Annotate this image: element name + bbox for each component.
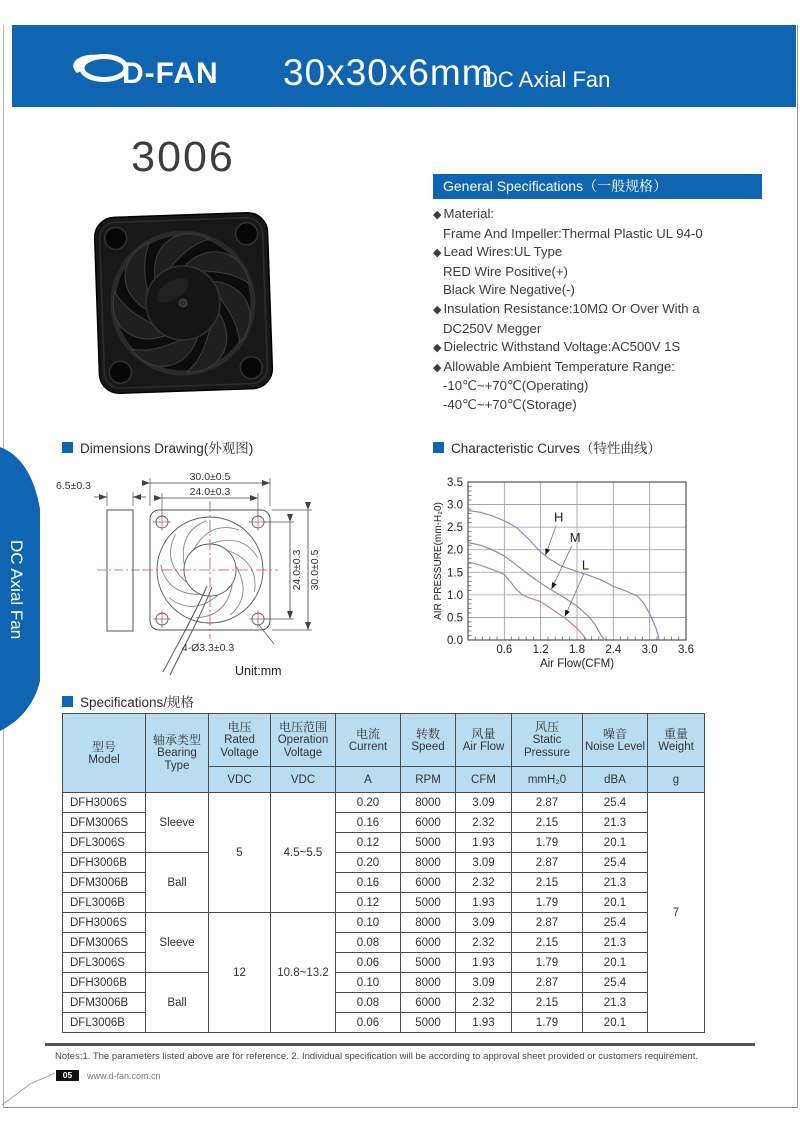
cell-pressure: 2.87 [512,793,583,813]
cell-noise: 21.3 [583,873,648,893]
cell-current: 0.06 [336,953,401,973]
svg-text:2.5: 2.5 [447,522,463,535]
cell-airflow: 2.32 [456,873,512,893]
cell-speed: 5000 [401,1013,456,1033]
svg-text:30.0±0.5: 30.0±0.5 [189,471,231,483]
column-header: 重量 Weight [648,714,705,767]
cell-pressure: 2.87 [512,913,583,933]
cell-speed: 8000 [401,793,456,813]
section-title-specifications: Specifications/规格 [62,691,194,711]
cell-speed: 5000 [401,833,456,853]
cell-current: 0.08 [336,933,401,953]
cell-model: DFM3006S [63,813,146,833]
cell-voltage: 12 [209,913,271,1033]
cell-pressure: 2.15 [512,813,583,833]
cell-noise: 20.1 [583,953,648,973]
cell-pressure: 1.79 [512,833,583,853]
cell-speed: 8000 [401,913,456,933]
cell-speed: 6000 [401,993,456,1013]
blue-square-bullet-icon [433,442,444,453]
cell-voltage-range: 10.8~13.2 [271,913,336,1033]
website-url[interactable]: www.d-fan.com.cn [87,1071,161,1081]
curve-H [468,510,659,640]
spec-line: Black Wire Negative(-) [443,282,575,298]
cell-noise: 21.3 [583,993,648,1013]
sidebar-tab-label: DC Axial Fan [7,540,26,640]
cell-model: DFM3006B [63,873,146,893]
specifications-table [62,713,705,1033]
dimensions-drawing [50,470,380,685]
spec-line: ◆ Lead Wires:UL Type [433,244,563,260]
cell-model: DFM3006S [63,933,146,953]
cell-current: 0.16 [336,813,401,833]
column-header: 电流 Current [336,714,401,767]
cell-speed: 6000 [401,933,456,953]
spec-line: RED Wire Positive(+) [443,263,568,279]
column-header: 噪音 Noise Level [583,714,648,767]
cell-current: 0.06 [336,1013,401,1033]
cell-pressure: 2.15 [512,873,583,893]
cell-bearing: Ball [146,853,209,913]
cell-voltage-range: 4.5~5.5 [271,793,336,913]
column-header: 风压 Static Pressure [512,714,583,767]
cell-airflow: 2.32 [456,813,512,833]
cell-model: DFL3006S [63,833,146,853]
cell-speed: 5000 [401,893,456,913]
svg-text:0.0: 0.0 [447,635,463,647]
cell-noise: 25.4 [583,793,648,813]
unit-header: dBA [583,767,648,793]
table-row [63,973,705,993]
unit-header: mmH₂0 [512,767,583,793]
footer-corner-line [0,1065,60,1110]
spec-line: ◆ Allowable Ambient Temperature Range: [433,358,675,374]
column-header: 轴承类型 Bearing Type [146,714,209,793]
cell-pressure: 1.79 [512,953,583,973]
blue-square-bullet-icon [62,696,73,707]
svg-text:3.0: 3.0 [641,644,658,656]
cell-pressure: 1.79 [512,893,583,913]
diamond-bullet-icon: ◆ [433,247,442,260]
cell-noise: 20.1 [583,893,648,913]
cell-current: 0.10 [336,913,401,933]
cell-weight: 7 [648,793,705,1033]
cell-current: 0.12 [336,833,401,853]
cell-speed: 5000 [401,953,456,973]
cell-model: DFM3006B [63,993,146,1013]
unit-header: VDC [209,767,271,793]
cell-current: 0.08 [336,993,401,1013]
section-title-curves: Characteristic Curves（特性曲线） [433,437,661,457]
diamond-bullet-icon: ◆ [433,342,442,355]
cell-pressure: 2.87 [512,853,583,873]
column-header: 型号 Model [63,714,146,793]
diamond-bullet-icon: ◆ [433,361,442,374]
svg-text:30.0±0.5: 30.0±0.5 [309,549,321,591]
curve-label-M: M [569,530,581,546]
svg-text:1.5: 1.5 [447,567,463,580]
sidebar-tab [0,443,42,735]
cell-airflow: 1.93 [456,953,512,973]
svg-text:1.0: 1.0 [447,589,463,602]
cell-airflow: 2.32 [456,933,512,953]
cell-current: 0.12 [336,893,401,913]
svg-text:3.5: 3.5 [447,477,463,489]
cell-pressure: 2.15 [512,993,583,1013]
diamond-bullet-icon: ◆ [433,209,442,221]
unit-header: VDC [271,767,336,793]
cell-current: 0.10 [336,973,401,993]
notes-text: Notes:1. The parameters listed above are for reference. 2. Individual specification will be according to approval sheet provided or customers requirement. [55,1051,698,1062]
cell-model: DFH3006B [63,853,146,873]
cell-model: DFH3006S [63,793,146,813]
unit-header: A [336,767,401,793]
cell-noise: 20.1 [583,833,648,853]
cell-speed: 6000 [401,873,456,893]
cell-current: 0.20 [336,793,401,813]
cell-noise: 25.4 [583,913,648,933]
spec-line: ◆ Dielectric Withstand Voltage:AC500V 1S [433,339,681,355]
cell-airflow: 1.93 [456,1013,512,1033]
curve-label-H: H [553,509,564,525]
svg-text:0.6: 0.6 [496,644,513,656]
diamond-bullet-icon: ◆ [433,303,442,316]
general-specs-list [433,205,783,415]
dfan-logo-icon [68,51,128,87]
cell-noise: 25.4 [583,853,648,873]
cell-airflow: 1.93 [456,833,512,853]
svg-text:4-Ø3.3±0.3: 4-Ø3.3±0.3 [181,642,235,654]
cell-airflow: 3.09 [456,853,512,873]
brand-logo-text: D-FAN [122,57,219,90]
cell-airflow: 3.09 [456,793,512,813]
spec-line: Frame And Impeller:Thermal Plastic UL 94-0 [443,225,703,241]
cell-speed: 8000 [401,973,456,993]
column-header: 电压 Rated Voltage [209,714,271,767]
cell-airflow: 3.09 [456,973,512,993]
table-row [63,853,705,873]
unit-header: CFM [456,767,512,793]
column-header: 风量 Air Flow [456,714,512,767]
cell-model: DFH3006S [63,913,146,933]
cell-model: DFL3006S [63,953,146,973]
cell-noise: 25.4 [583,973,648,993]
cell-pressure: 1.79 [512,1013,583,1033]
svg-text:1.2: 1.2 [532,644,549,656]
section-title-dimensions: Dimensions Drawing(外观图) [62,437,253,457]
cell-model: DFL3006B [63,1013,146,1033]
unit-header: g [648,767,705,793]
characteristic-curves-chart [432,468,762,670]
cell-airflow: 1.93 [456,893,512,913]
cell-voltage: 5 [209,793,271,913]
spec-line: ◆ Insulation Resistance:10MΩ Or Over With a [433,300,700,316]
cell-current: 0.16 [336,873,401,893]
cell-bearing: Sleeve [146,913,209,973]
svg-text:24.0±0.3: 24.0±0.3 [291,549,303,591]
svg-text:1.8: 1.8 [569,644,585,656]
y-axis-label: AIR PRESSURE(mm-H₂0) [433,502,444,620]
cell-speed: 8000 [401,853,456,873]
general-specs-header [433,174,762,199]
cell-airflow: 3.09 [456,913,512,933]
cell-speed: 6000 [401,813,456,833]
cell-noise: 21.3 [583,813,648,833]
general-specs-title: General Specifications（一般规格） [443,178,668,194]
footer-divider [45,1043,755,1046]
fan-product-photo [92,209,276,397]
x-axis-label: Air Flow(CFM) [539,658,615,670]
spec-line: -10℃~+70℃(Operating) [443,378,589,394]
spec-line: DC250V Megger [443,320,542,336]
model-number: 3006 [131,133,235,181]
unit-header: RPM [401,767,456,793]
cell-model: DFH3006B [63,973,146,993]
spec-line: ◆ Material: [433,206,495,221]
cell-noise: 20.1 [583,1013,648,1033]
svg-text:24.0±0.3: 24.0±0.3 [189,486,231,498]
cell-airflow: 2.32 [456,993,512,1013]
svg-text:2.0: 2.0 [447,544,463,557]
page-title-size: 30x30x6mm [283,52,494,93]
cell-current: 0.20 [336,853,401,873]
svg-text:6.5±0.3: 6.5±0.3 [56,480,91,492]
column-header: 电压范围 Operation Voltage [271,714,336,767]
page-title-type: DC Axial Fan [482,67,611,92]
blue-square-bullet-icon [62,442,73,453]
svg-text:0.5: 0.5 [447,612,463,625]
svg-text:3.6: 3.6 [678,644,694,656]
cell-pressure: 2.15 [512,933,583,953]
cell-pressure: 2.87 [512,973,583,993]
table-row [63,793,705,813]
cell-bearing: Sleeve [146,793,209,853]
table-row [63,913,705,933]
svg-text:3.0: 3.0 [447,499,463,512]
cell-bearing: Ball [146,973,209,1033]
spec-line: -40℃~+70℃(Storage) [443,396,577,412]
cell-noise: 21.3 [583,933,648,953]
column-header: 转数 Speed [401,714,456,767]
curve-label-L: L [581,557,590,573]
svg-text:2.4: 2.4 [605,644,622,656]
page-number-badge: 05 [56,1070,79,1081]
svg-text:Unit:mm: Unit:mm [235,664,282,678]
cell-model: DFL3006B [63,893,146,913]
